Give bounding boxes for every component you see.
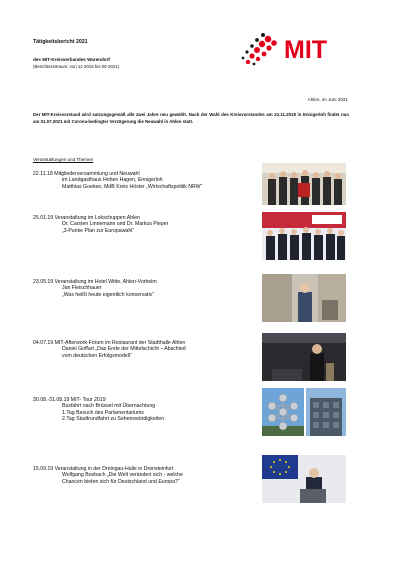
report-title: Tätigkeitsbericht 2021 bbox=[33, 39, 88, 45]
event-5 bbox=[33, 397, 255, 423]
section-heading: Veranstaltungen und Themen bbox=[33, 157, 94, 162]
event-4-photo bbox=[262, 333, 346, 381]
event-5-line-4: 2.Tag Stadtrundfahrt zu Sehenswürdigkeiten bbox=[62, 416, 165, 423]
intro-paragraph: Der MIT-Kreisvorstand wird satzungsgemäß alle zwei Jahre neu gewählt. Nach der Wahl des Kreisvorstandes am 22.11.2018 in Ennigerloh findet nun am 01.07.2021 mit Corona-bedingter Verzögerung die Neuwahl in Ahlen statt. bbox=[33, 112, 349, 124]
event-4-line-3: vom deutschen Erfolgsmodell“ bbox=[62, 352, 132, 359]
logo-text: MIT bbox=[284, 36, 328, 64]
event-1-line-1: 22.11.18 Mitgliederversammlung und Neuwahl bbox=[33, 171, 140, 177]
event-2-line-2: Dr. Carsten Linnemann und Dr. Markus Pieper bbox=[62, 221, 169, 228]
event-3-line-2: Jan Fleischhauer bbox=[62, 285, 102, 292]
event-3 bbox=[33, 279, 255, 298]
event-6-line-2: Wolfgang Bosbach „Die Welt verändert sich - welche bbox=[62, 472, 183, 479]
event-1 bbox=[33, 171, 255, 190]
event-3-photo bbox=[262, 274, 346, 322]
event-2-line-3: „3-Punke Plan zur Europawahl“ bbox=[62, 227, 135, 234]
event-5-photo-parliament bbox=[306, 388, 346, 436]
event-6-line-1: 15.09.19 Veranstaltung in der Dreingau-Halle in Drensteinfurt bbox=[33, 466, 174, 472]
event-6 bbox=[33, 466, 255, 485]
event-2-line-1: 25.01.19 Veranstaltung im Lokschuppen Ahlen bbox=[33, 215, 140, 221]
event-2-photo bbox=[262, 212, 346, 260]
org-name: des MIT-Kreisverbandes Warendorf bbox=[33, 57, 110, 62]
event-6-photo bbox=[262, 455, 346, 503]
dateline: Ahlen, im Juni 2021 bbox=[307, 97, 348, 102]
event-6-line-3: Chancen bieten sich für Deutschland und Europa?“ bbox=[62, 478, 180, 485]
event-4-line-1: 04.07.19 MIT-Afterwork-Forum im Restaurant der Stadthalle Ahlen bbox=[33, 340, 186, 346]
mit-logo bbox=[238, 28, 348, 68]
event-5-line-3: 1.Tag Besuch des Parlamentariums bbox=[62, 409, 144, 416]
event-1-photo bbox=[262, 163, 346, 205]
event-5-line-1: 30.08.-31.08.19 MIT- Tour 2019 bbox=[33, 397, 106, 403]
event-5-line-2: Busfahrt nach Brüssel mit Übernachtung bbox=[62, 403, 156, 410]
event-5-photo-atomium bbox=[262, 388, 304, 436]
event-1-line-2: im Landgasthaus Hohen Hagen, Ennigerloh bbox=[62, 177, 163, 184]
event-4 bbox=[33, 340, 255, 359]
report-period: (Berichtszeitraum: von 11-2018 bis 06-2021) bbox=[33, 64, 120, 69]
event-4-line-2: Daniel Goffart „Das Ende der Mittelschicht – Abschied bbox=[62, 346, 186, 353]
event-3-line-1: 23.05.19 Veranstaltung im Hotel Witte, Ahlen-Vorhelm bbox=[33, 279, 157, 285]
event-3-line-3: „Was heißt heute eigentlich konservativ“ bbox=[62, 291, 155, 298]
event-2 bbox=[33, 215, 255, 234]
event-1-line-3: Matthias Goeken, MdB Kreis Höxter „Wirtschaftspolitik NRW“ bbox=[62, 183, 203, 190]
